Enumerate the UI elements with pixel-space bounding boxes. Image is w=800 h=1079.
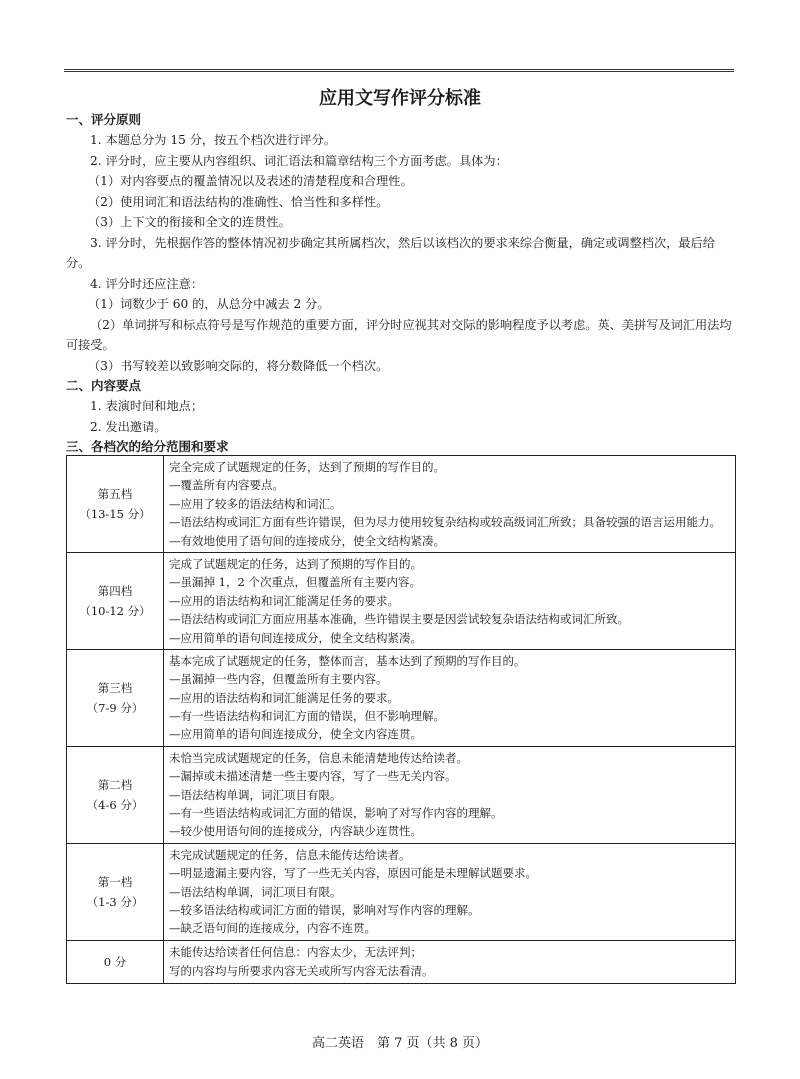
band-label-cell bbox=[67, 552, 164, 649]
content-point-1: 1. 表演时间和地点； bbox=[90, 399, 204, 413]
band-criterion: —漏掉或未描述清楚一些主要内容，写了一些无关内容。 bbox=[169, 769, 457, 784]
header-rule bbox=[64, 69, 734, 72]
band-criterion: 写的内容均与所要求内容无关或所写内容无法看清。 bbox=[169, 963, 434, 978]
band-criterion: —虽漏掉 1，2 个次重点，但覆盖所有主要内容。 bbox=[169, 575, 421, 590]
band-criterion: —虽漏掉一些内容，但覆盖所有主要内容。 bbox=[169, 672, 388, 687]
band-description-cell bbox=[164, 649, 736, 746]
band-criterion: —语法结构或词汇方面应用基本准确，些许错误主要是因尝试较复杂语法结构或词汇所致。 bbox=[169, 612, 629, 627]
band-summary: 未恰当完成试题规定的任务，信息未能清楚地传达给读者。 bbox=[169, 750, 468, 765]
band-row bbox=[67, 649, 736, 746]
principle-2-item-2: （2）使用词汇和语法结构的准确性、恰当性和多样性。 bbox=[88, 194, 389, 209]
band-summary: 基本完成了试题规定的任务，整体而言，基本达到了预期的写作目的。 bbox=[169, 653, 526, 668]
principle-4-item-2: （2）单词拼写和标点符号是写作规范的重要方面，评分时应视其对交际的影响程度予以考虑。英、美拼写及词汇用法均可接受。 bbox=[66, 317, 732, 352]
band-criterion: —缺乏语句间的连接成分，内容不连贯。 bbox=[169, 921, 376, 936]
band-description-cell bbox=[164, 456, 736, 553]
section-heading-content-points: 二、内容要点 bbox=[66, 378, 142, 393]
principle-2: 2. 评分时，应主要从内容组织、词汇语法和篇章结构三个方面考虑。具体为： bbox=[90, 153, 508, 168]
band-criterion: —较多语法结构或词汇方面的错误，影响对写作内容的理解。 bbox=[169, 902, 480, 917]
band-criterion: —有一些语法结构和词汇方面的错误，但不影响理解。 bbox=[169, 709, 445, 724]
band-range: （1-3 分） bbox=[86, 894, 144, 909]
band-label-cell bbox=[67, 746, 164, 843]
principle-4: 4. 评分时还应注意： bbox=[90, 276, 204, 291]
band-description-cell bbox=[164, 843, 736, 940]
band-range: （13-15 分） bbox=[79, 506, 151, 521]
band-label-cell bbox=[67, 843, 164, 940]
band-label-cell bbox=[67, 940, 164, 983]
section-heading-bands: 三、各档次的给分范围和要求 bbox=[66, 439, 229, 454]
band-name: 第四档 bbox=[97, 583, 133, 598]
band-criterion: —语法结构单调，词汇项目有限。 bbox=[169, 884, 342, 899]
band-criterion: —有效地使用了语句间的连接成分，使全文结构紧凑。 bbox=[169, 533, 445, 548]
band-summary: 完成了试题规定的任务，达到了预期的写作目的。 bbox=[169, 556, 422, 571]
section-heading-principles: 一、评分原则 bbox=[66, 112, 142, 127]
band-row bbox=[67, 456, 736, 553]
band-summary: 未完成试题规定的任务，信息未能传达给读者。 bbox=[169, 847, 411, 862]
scoring-bands-table bbox=[66, 455, 736, 984]
principle-4-item-3: （3）书写较差以致影响交际的，将分数降低一个档次。 bbox=[88, 358, 389, 373]
band-range: （10-12 分） bbox=[79, 603, 151, 618]
band-name: 第三档 bbox=[97, 680, 133, 695]
band-label-cell bbox=[67, 649, 164, 746]
principle-4-item-1: （1）词数少于 60 的，从总分中减去 2 分。 bbox=[88, 297, 330, 311]
band-row bbox=[67, 746, 736, 843]
band-range: （7-9 分） bbox=[86, 700, 144, 715]
principle-2-item-1: （1）对内容要点的覆盖情况以及表述的清楚程度和合理性。 bbox=[88, 174, 413, 188]
band-name: 第一档 bbox=[97, 874, 133, 889]
band-criterion: —有一些语法结构或词汇方面的错误，影响了对写作内容的理解。 bbox=[169, 806, 503, 821]
band-criterion: —应用简单的语句间连接成分，使全文内容连贯。 bbox=[169, 727, 422, 742]
band-name: 第二档 bbox=[97, 777, 133, 792]
band-criterion: —覆盖所有内容要点。 bbox=[169, 478, 284, 493]
band-criterion: —较少使用语句间的连接成分，内容缺少连贯性。 bbox=[169, 824, 422, 839]
band-name: 0 分 bbox=[103, 954, 127, 969]
content-point-2: 2. 发出邀请。 bbox=[90, 419, 167, 434]
band-row bbox=[67, 940, 736, 983]
band-criterion: —语法结构单调，词汇项目有限。 bbox=[169, 787, 342, 802]
band-description-cell bbox=[164, 940, 736, 983]
document-body bbox=[66, 110, 736, 457]
page-footer: 高二英语 第 7 页（共 8 页） bbox=[311, 1036, 489, 1051]
band-criterion: —明显遗漏主要内容，写了一些无关内容，原因可能是未理解试题要求。 bbox=[169, 866, 537, 881]
band-name: 第五档 bbox=[97, 486, 133, 501]
band-range: （4-6 分） bbox=[86, 797, 144, 812]
band-summary: 完全完成了试题规定的任务，达到了预期的写作目的。 bbox=[169, 460, 445, 474]
page-title: 应用文写作评分标准 bbox=[319, 88, 481, 109]
band-description-cell bbox=[164, 746, 736, 843]
principle-2-item-3: （3）上下文的衔接和全文的连贯性。 bbox=[88, 215, 291, 229]
band-criterion: —应用的语法结构和词汇能满足任务的要求。 bbox=[169, 593, 399, 608]
band-row bbox=[67, 843, 736, 940]
band-criterion: —应用了较多的语法结构和词汇。 bbox=[169, 496, 342, 511]
band-criterion: —应用的语法结构和词汇能满足任务的要求。 bbox=[169, 690, 399, 705]
band-criterion: —应用简单的语句间连接成分，使全文结构紧凑。 bbox=[169, 630, 422, 645]
band-label-cell bbox=[67, 456, 164, 553]
band-summary: 未能传达给读者任何信息：内容太少，无法评判； bbox=[169, 945, 422, 960]
band-row bbox=[67, 552, 736, 649]
principle-3: 3. 评分时，先根据作答的整体情况初步确定其所属档次，然后以该档次的要求来综合衡量，确定或调整档次，最后给分。 bbox=[66, 235, 715, 270]
band-criterion: —语法结构或词汇方面有些许错误，但为尽力使用较复杂结构或较高级词汇所致；具备较强的语言运用能力。 bbox=[169, 515, 721, 530]
principle-1: 1. 本题总分为 15 分，按五个档次进行评分。 bbox=[90, 133, 336, 147]
band-description-cell bbox=[164, 552, 736, 649]
